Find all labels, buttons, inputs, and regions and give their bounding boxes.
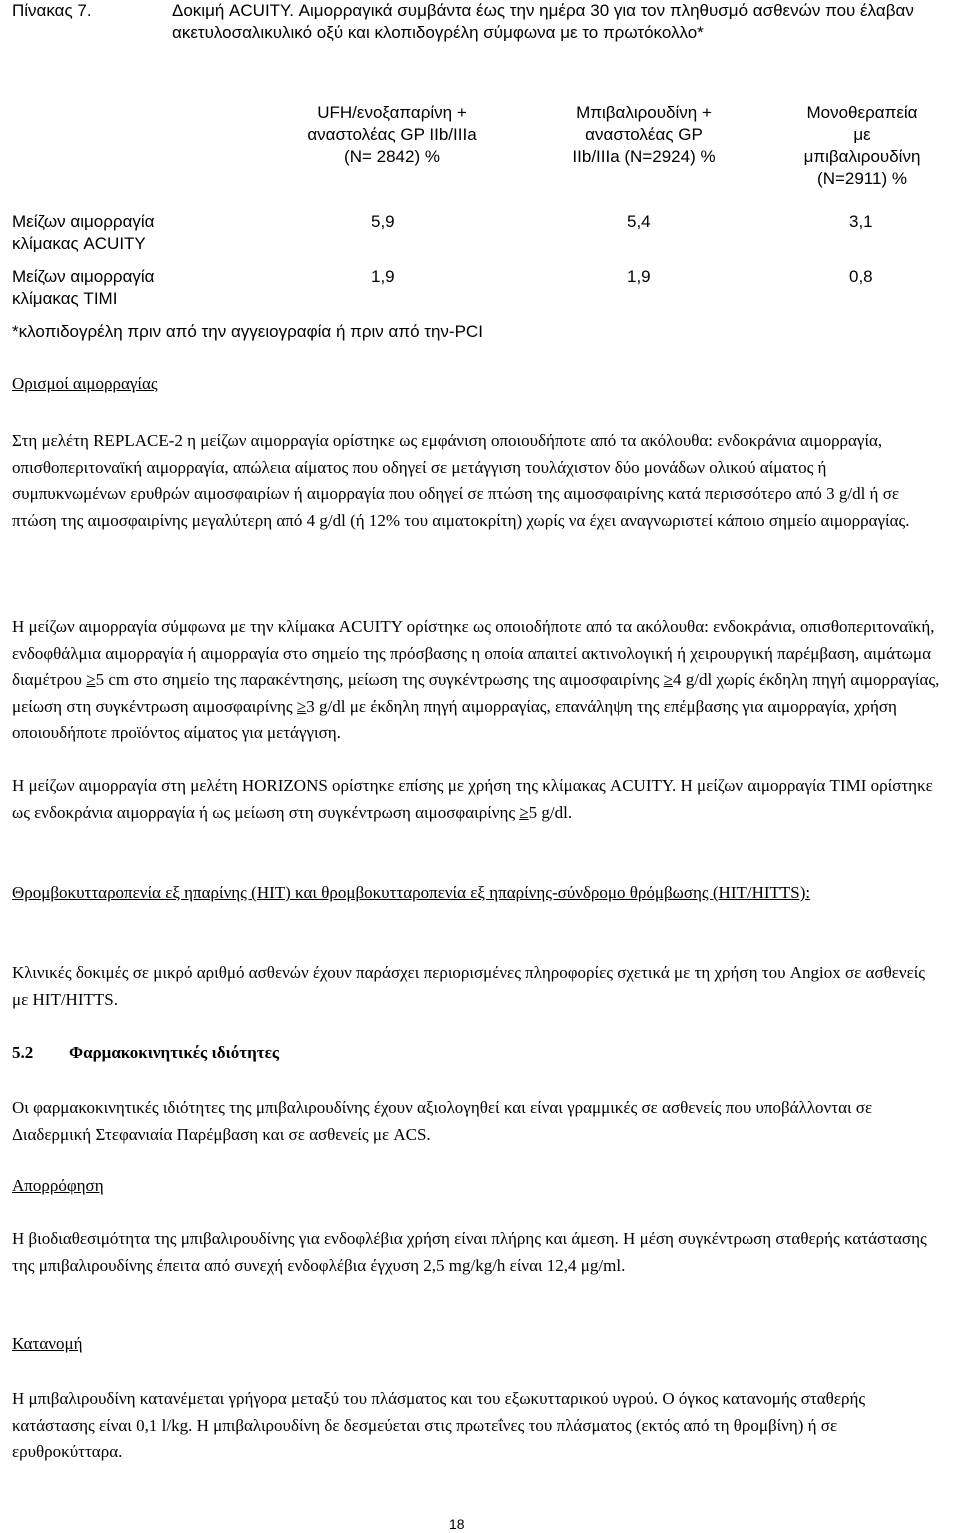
section-title-distribution: Κατανομή — [12, 1334, 83, 1353]
paragraph-replace2: Στη μελέτη REPLACE-2 η μείζων αιμορραγία ορίστηκε ως εμφάνιση οποιουδήποτε από τα ακόλουθα: ενδοκράνια αιμορραγία, οπισθοπεριτοναϊκή αιμορραγία, απώλεια αίματος που οδηγεί σε μετάγγιση τουλάχιστον δύο μονάδων ολικού αίματος ή συμπυκνωμένων ερυθρών αιμοσφαιρίων ή αιμορραγία που οδηγεί σε πτώση της αιμοσφαιρίνης κατά περισσότερο από 3 g/dl ή σε πτώση της αιμοσφαιρίνης μεγαλύτερη από 4 g/dl (ή 12% του αιματοκρίτη) χωρίς να έχει αναγνωριστεί κάποιο σημείο αιμορραγίας. — [12, 431, 910, 530]
section-title-pk: Φαρμακοκινητικές ιδιότητες — [69, 1043, 280, 1062]
page-number: 18 — [449, 1516, 465, 1532]
table-header-col1: UFH/ενοξαπαρίνη + αναστολέας GP IIb/IIIa (N= 2842) % — [307, 103, 477, 166]
table-cell: 3,1 — [849, 212, 873, 231]
table-cell: 5,4 — [627, 212, 651, 231]
table-cell: 0,8 — [849, 267, 873, 286]
paragraph-hit: Κλινικές δοκιμές σε μικρό αριθμό ασθενών έχουν παράσχει περιορισμένες πληροφορίες σχετικά με τη χρήση του Angiox σε ασθενείς με HIT/HITTS. — [12, 963, 926, 1009]
table-cell: 1,9 — [627, 267, 651, 286]
section-title-hit: Θρομβοκυτταροπενία εξ ηπαρίνης (HIT) και θρομβοκυτταροπενία εξ ηπαρίνης-σύνδρομο θρόμβωσης (HIT/HITTS): — [12, 883, 811, 902]
table-row-label: Μείζων αιμορραγία κλίμακας ACUITY — [12, 212, 155, 253]
paragraph-acuity: Η μείζων αιμορραγία σύμφωνα με την κλίμακα ACUITY ορίστηκε ως οποιοδήποτε από τα ακόλουθα: ενδοκράνια, οπισθοπεριτοναϊκή, ενδοφθάλμια αιμορραγία ή αιμορραγία στο σημείο της πρόσβασης η οποία απαιτεί ακτινολογική ή χειρουργική παρέμβαση, αιμάτωμα διαμέτρου ≥5 cm στο σημείο της παρακέντησης, μείωση της συγκέντρωσης της αιμοσφαιρίνης ≥4 g/dl χωρίς έκδηλη πηγή αιμορραγίας, μείωση στη συγκέντρωση αιμοσφαιρίνης ≥3 g/dl με έκδηλη πηγή αιμορραγίας, επανάληψη της επέμβασης για αιμορραγία, χρήση οποιουδήποτε προϊόντος αίματος για μετάγγιση. — [12, 617, 940, 742]
paragraph-pk: Οι φαρμακοκινητικές ιδιότητες της μπιβαλιρουδίνης έχουν αξιολογηθεί και είναι γραμμικές σε ασθενείς που υποβάλλονται σε Διαδερμική Στεφανιαία Παρέμβαση και σε ασθενείς με ACS. — [12, 1098, 873, 1144]
table-footnote: *κλοπιδογρέλη πριν από την αγγειογραφία ή πριν από την-PCI — [12, 322, 483, 341]
paragraph-distribution: Η μπιβαλιρουδίνη κατανέμεται γρήγορα μεταξύ του πλάσματος και του εξωκυτταρικού υγρού. Ο όγκος κατανομής σταθερής κατάστασης είναι 0,1 l/kg. Η μπιβαλιρουδίνη δε δεσμεύεται στις πρωτεΐνες του πλάσματος (εκτός από τη θρομβίνη) ή σε ερυθροκύτταρα. — [12, 1389, 866, 1461]
section-number: 5.2 — [12, 1043, 34, 1062]
table-cell: 1,9 — [371, 267, 395, 286]
table-row-label: Μείζων αιμορραγία κλίμακας TIMI — [12, 267, 155, 308]
table-cell: 5,9 — [371, 212, 395, 231]
section-heading-pk — [12, 1043, 279, 1063]
table-header-col2: Μπιβαλιρουδίνη + αναστολέας GP IIb/IIIa (N=2924) % — [572, 103, 716, 166]
section-title-bleeding-definitions: Ορισμοί αιμορραγίας — [12, 374, 158, 393]
table-caption-text: Δοκιμή ACUITY. Αιμορραγικά συμβάντα έως την ημέρα 30 για τον πληθυσμό ασθενών που έλαβαν ακετυλοσαλικυλικό οξύ και κλοπιδογρέλη σύμφωνα με το πρωτόκολλο* — [172, 1, 914, 42]
paragraph-absorption: Η βιοδιαθεσιμότητα της μπιβαλιρουδίνης για ενδοφλέβια χρήση είναι πλήρης και άμεση. Η μέση συγκέντρωση σταθερής κατάστασης της μπιβαλιρουδίνης έπειτα από συνεχή ενδοφλέβια έγχυση 2,5 mg/kg/h είναι 12,4 μg/ml. — [12, 1229, 927, 1275]
table-caption-label: Πίνακας 7. — [12, 1, 92, 20]
section-title-absorption: Απορρόφηση — [12, 1176, 104, 1195]
table-header-col3: Μονοθεραπεία με μπιβαλιρουδίνη (N=2911) % — [803, 103, 921, 188]
paragraph-horizons: Η μείζων αιμορραγία στη μελέτη HORIZONS ορίστηκε επίσης με χρήση της κλίμακας ACUITY. Η μείζων αιμορραγία TIMI ορίστηκε ως ενδοκράνια αιμορραγία ή ως μείωση στη συγκέντρωση αιμοσφαιρίνης ≥5 g/dl. — [12, 776, 933, 822]
